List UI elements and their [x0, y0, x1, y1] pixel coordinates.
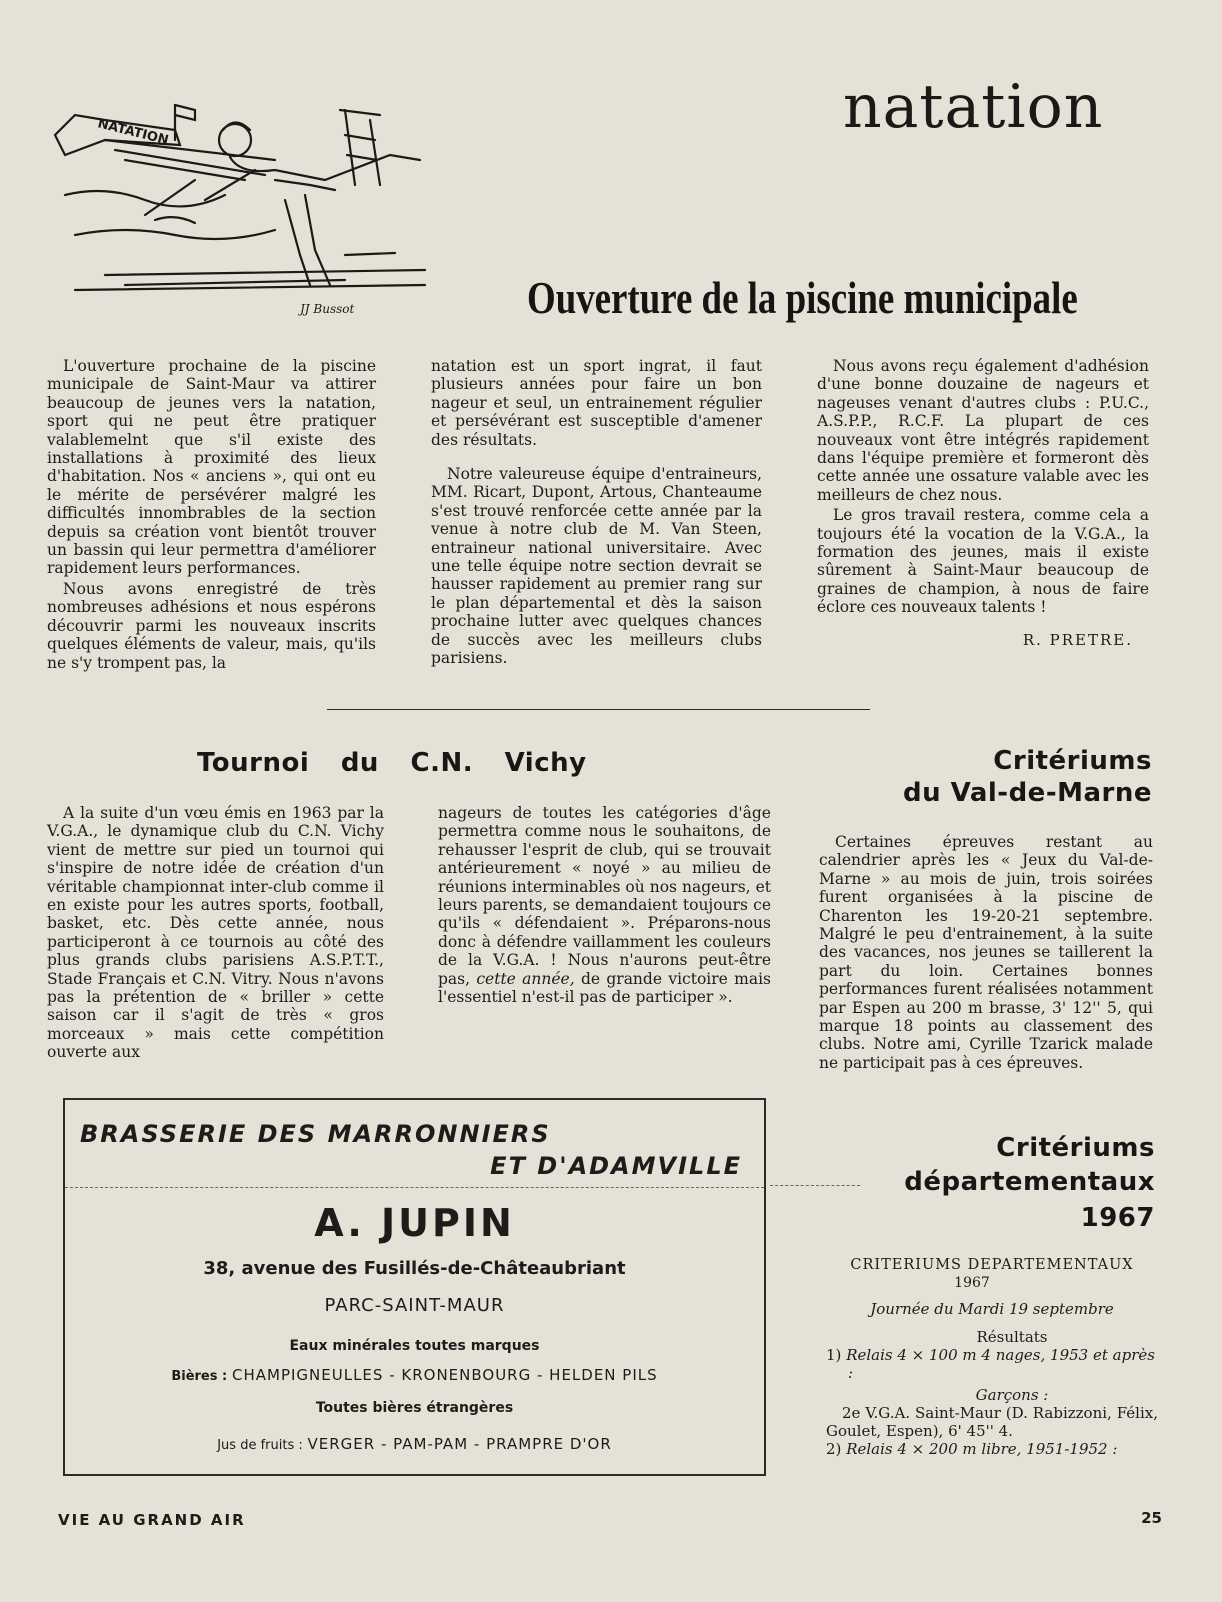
- article2-col2-part2: de grande victoire mais l'essentiel n'est-il pas de participer ».: [438, 969, 771, 1007]
- article2-col1-text: A la suite d'un vœu émis en 1963 par la V.G.A., le dynamique club du C.N. Vichy vient de mettre sur pied un tournoi qui s'inspire de notre idée de création d'un véritable championnat inter-club comme il en existe pour les autres sports, football, basket, etc. Dès cette année, nous participeront à ce tournois au côté des plus grands clubs parisiens A.S.P.T.T., Stade Français et C.N. Vitry. Nous n'avons pas la prétention de « briller » cette saison car il s'agit de très « gros morceaux » mais cette compétition ouverte aux: [47, 804, 384, 1062]
- article4-result1-num: 1): [826, 1346, 842, 1364]
- article4-sub1: CRITERIUMS DEPARTEMENTAUX: [850, 1257, 1134, 1273]
- article4-result1-text: Relais 4 × 100 m 4 nages, 1953 et après :: [846, 1346, 1155, 1382]
- ad-brand-line2: ET D'ADAMVILLE: [490, 1152, 742, 1180]
- ad-beers-list: CHAMPIGNEULLES - KRONENBOURG - HELDEN PILS: [231, 1366, 658, 1384]
- swimmer-illustration: [45, 85, 450, 330]
- article2-col2: [438, 804, 771, 1006]
- article4-result2-num: 2): [826, 1440, 842, 1458]
- article4-place-text: V.G.A. Saint-Maur (D. Rabizzoni, Félix, Goulet, Espen), 6' 45'' 4.: [826, 1404, 1158, 1440]
- ad-waters: Eaux minérales toutes marques: [289, 1338, 540, 1354]
- article2-col2-italic: cette année,: [476, 969, 575, 988]
- ad-foreign-beers: Toutes bières étrangères: [315, 1400, 514, 1416]
- article1-col3-p2: Le gros travail restera, comme cela a toujours été la vocation de la V.G.A., la formation des jeunes, mais il existe sûrement à Saint-Maur beaucoup de graines de champion, à nous de faire éclore ces nouveaux talents !: [817, 506, 1149, 617]
- article1-col2-p2: Notre valeureuse équipe d'entraineurs, MM. Ricart, Dupont, Artous, Chanteaume s'est trouvé renforcée cette année par la venue à notre club de M. Van Steen, entraineur national universitaire. Avec une telle équipe notre section devrait se hausser rapidement au premier rang sur le plan départemental et dès la saison prochaine lutter avec quelques chances de succès avec les meilleurs clubs parisiens.: [431, 465, 762, 668]
- article2-col1: [47, 804, 384, 1062]
- article4-title-line3: 1967: [1080, 1203, 1155, 1233]
- ad-owner-name: A. JUPIN: [314, 1201, 515, 1245]
- article1-title: Ouverture de la piscine municipale: [527, 273, 1078, 323]
- article4-dashed-rule: [770, 1185, 860, 1186]
- article3-title-line1: Critériums: [993, 746, 1152, 776]
- article2-title: Tournoi du C.N. Vichy: [197, 748, 587, 778]
- ad-city: PARC-SAINT-MAUR: [324, 1295, 505, 1316]
- article4-result2: [826, 1440, 1158, 1458]
- article1-col3: [817, 357, 1149, 649]
- article1-col3-p1: Nous avons reçu également d'adhésion d'une bonne douzaine de nageurs et nageuses venant d'autres clubs : P.U.C., A.S.P.P., R.C.F. La plupart de ces nouveaux vont être intégrés rapidement dans l'équipe première et formeront dès cette année une ossature valable avec les meilleurs de chez nous.: [817, 357, 1149, 504]
- article4-date: Journée du Mardi 19 septembre: [870, 1300, 1114, 1318]
- article4-sub2: 1967: [954, 1275, 990, 1291]
- ad-juices-list: VERGER - PAM-PAM - PRAMPRE D'OR: [307, 1435, 612, 1453]
- article1-col1: [47, 357, 376, 672]
- article2-col2-part1: nageurs de toutes les catégories d'âge permettra comme nous le souhaitons, de rehausser l'esprit de club, qui se trouvait antérieurement « noyé » au milieu de réunions interminables où nos nageurs, et leurs parents, se demandaient toujours ce qu'ils « défendaient ». Préparons-nous donc à défendre vaillamment les couleurs de la V.G.A. ! Nous n'aurons peut-être pas,: [438, 804, 771, 988]
- article1-col2-p1: natation est un sport ingrat, il faut plusieurs années pour faire un bon nageur et seul, un entrainement régulier et persévérant est susceptible d'amener des résultats.: [431, 357, 762, 449]
- ad-beers-label: Bières :: [171, 1369, 228, 1384]
- ad-juices-label: Jus de fruits :: [217, 1438, 303, 1453]
- article1-col1-p1: L'ouverture prochaine de la piscine municipale de Saint-Maur va attirer beaucoup de jeunes vers la natation, sport qui ne peut être pratiquer valablemelnt que s'il existe des installations à proximité des lieux d'habitation. Nos « anciens », qui ont eu le mérite de persévérer malgré les difficultés innombrables de la section depuis sa création vont bientôt trouver un bassin qui leur permettra d'améliorer rapidement leurs performances.: [47, 357, 376, 578]
- article4-title-line1: Critériums: [996, 1133, 1155, 1163]
- ad-juices: [65, 1435, 764, 1453]
- article4-result1: [826, 1346, 1158, 1382]
- article1-signature: R. PRETRE.: [1022, 630, 1133, 649]
- article4-gender: Garçons :: [975, 1386, 1049, 1404]
- ad-dashed-rule: [65, 1187, 764, 1188]
- article4-results: [826, 1256, 1158, 1458]
- separator-rule: [327, 709, 870, 710]
- footer-page-number: 25: [1141, 1509, 1162, 1527]
- article4-results-label: Résultats: [976, 1328, 1048, 1346]
- article4-place-line: [826, 1404, 1158, 1440]
- section-title: natation: [843, 72, 1104, 142]
- article3-title-line2: du Val-de-Marne: [902, 778, 1152, 808]
- article4-result2-text: Relais 4 × 200 m libre, 1951-1952 :: [846, 1440, 1118, 1458]
- ad-beers: [65, 1366, 764, 1384]
- article4-place: 2e: [842, 1404, 861, 1422]
- article3-col: [819, 833, 1153, 1072]
- article2-col2-text: [438, 804, 771, 1006]
- footer-magazine-name: VIE AU GRAND AIR: [58, 1511, 246, 1529]
- article3-text: Certaines épreuves restant au calendrier après les « Jeux du Val-de-Marne » au mois de juin, trois soirées furent organisées à la piscine de Charenton les 19-20-21 septembre. Malgré le peu d'entrainement, à la suite des vacances, nos jeunes se taillerent la part du loin. Certaines bonnes performances furent réalisées notamment par Espen au 200 m brasse, 3' 12'' 5, qui marque 18 points au classement des clubs. Notre ami, Cyrille Tzarick malade ne participait pas à ces épreuves.: [819, 833, 1153, 1072]
- ad-address: 38, avenue des Fusillés-de-Châteaubriant: [203, 1258, 626, 1279]
- article1-col2: [431, 357, 762, 668]
- article4-title-line2: départementaux: [904, 1167, 1155, 1197]
- ad-brand-line1: BRASSERIE DES MARRONNIERS: [80, 1120, 551, 1148]
- illustration-sign-text: NATATION: [96, 116, 170, 149]
- brasserie-advertisement: [63, 1098, 766, 1476]
- article1-col1-p2: Nous avons enregistré de très nombreuses adhésions et nous espérons découvrir parmi les nouveaux inscrits quelques éléments de valeur, mais, qu'ils ne s'y trompent pas, la: [47, 579, 376, 672]
- illustration-signature: JJ Bussot: [300, 302, 355, 316]
